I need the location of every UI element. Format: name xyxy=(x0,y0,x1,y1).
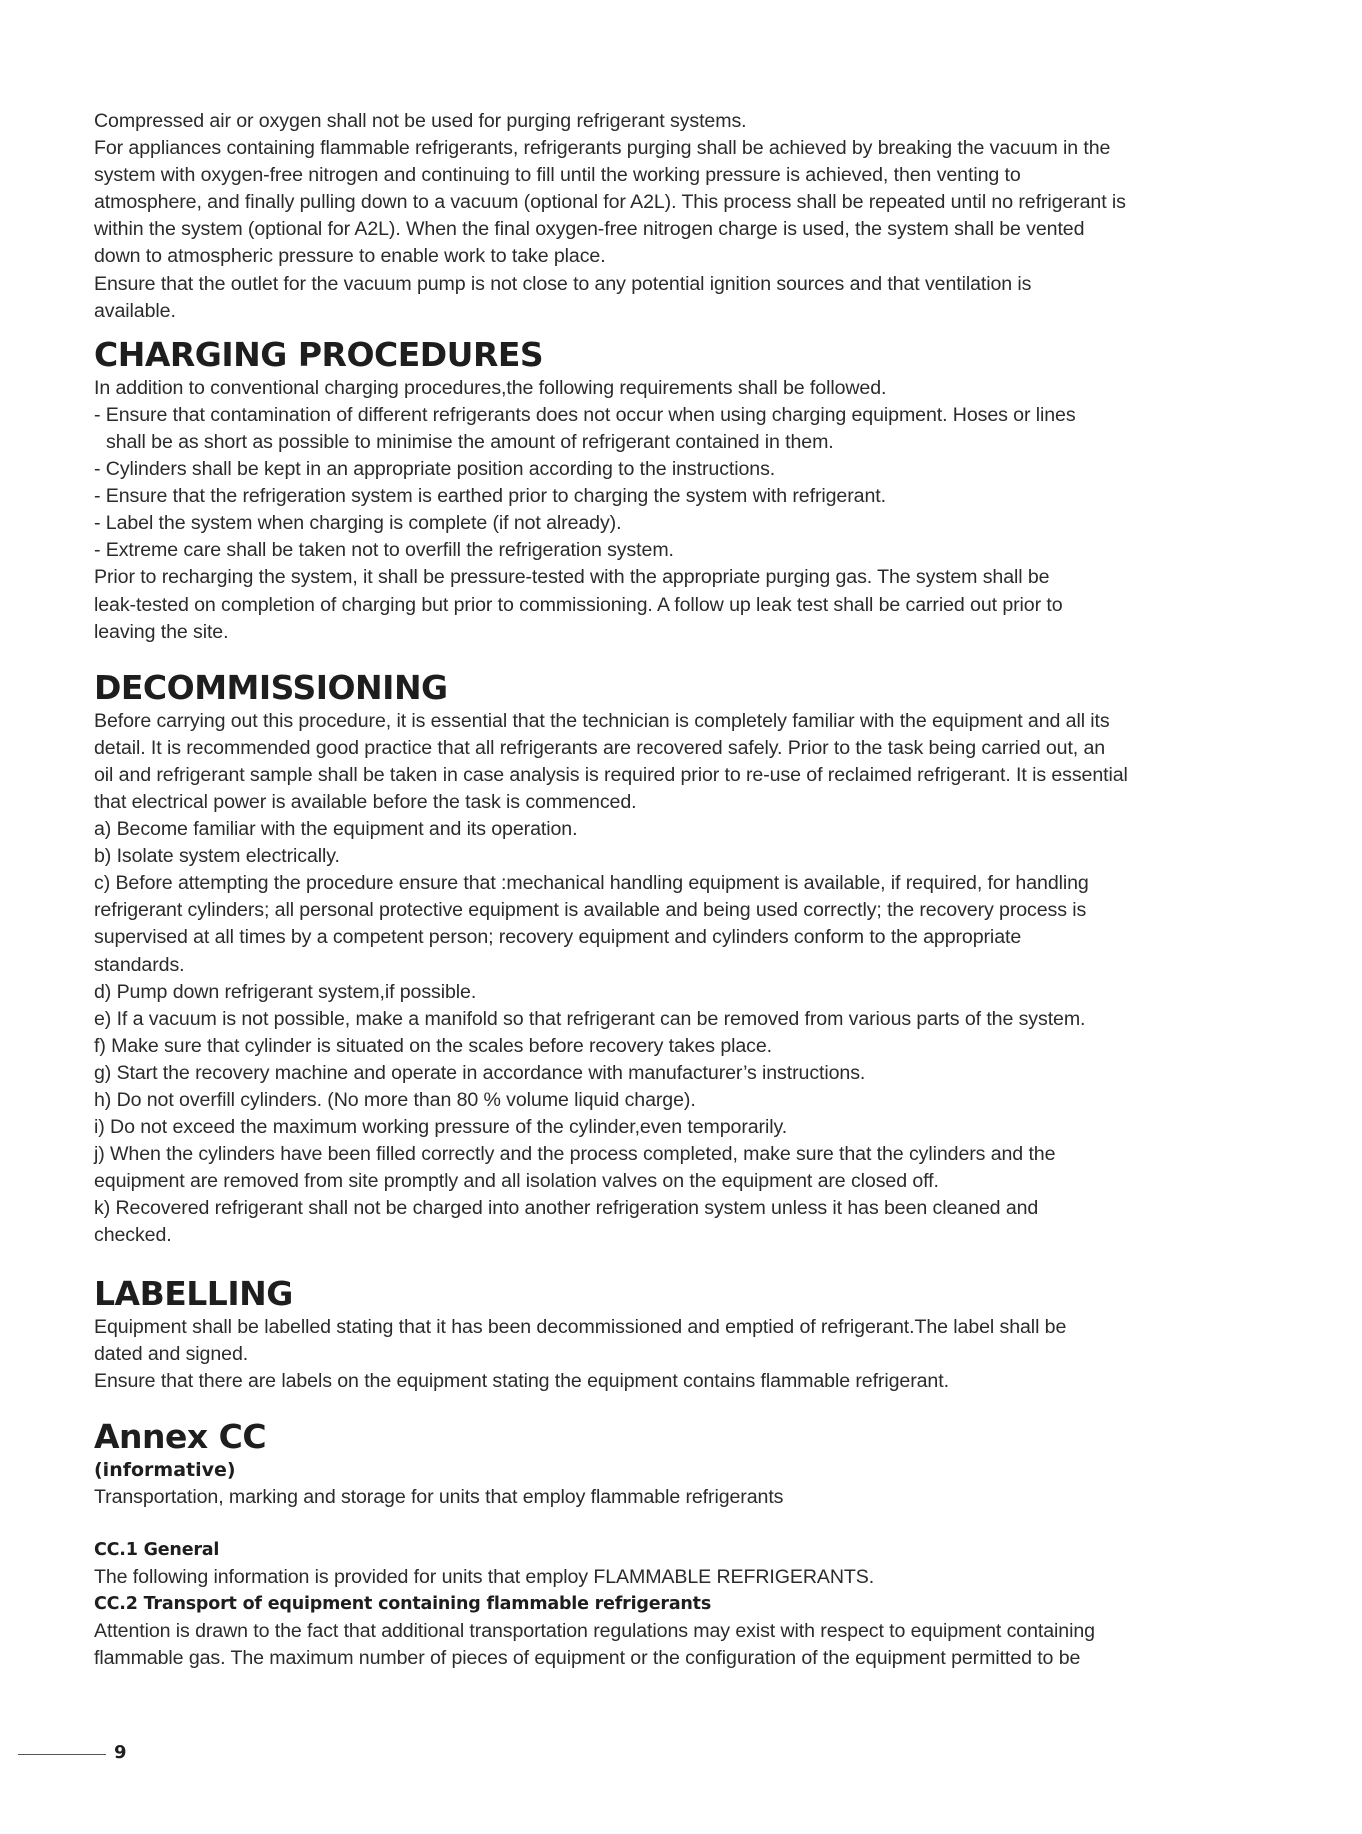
charging-section xyxy=(94,375,1266,646)
text-line: detail. It is recommended good practice that all refrigerants are recovered safely. Prior to the task being carried out, an xyxy=(94,736,1106,759)
text-line: shall be as short as possible to minimise the amount of refrigerant contained in them. xyxy=(106,430,834,453)
annex-section xyxy=(94,1484,1266,1672)
list-item: j) When the cylinders have been filled correctly and the process completed, make sure that the cylinders and the xyxy=(94,1143,1056,1166)
text-line: available. xyxy=(94,299,176,322)
document-page xyxy=(94,108,1266,1672)
annex-description: Transportation, marking and storage for units that employ flammable refrigerants xyxy=(94,1485,784,1508)
text-line: leak-tested on completion of charging but prior to commissioning. A follow up leak test shall be carried out prior to xyxy=(94,593,1063,616)
section-heading-labelling: LABELLING xyxy=(94,1273,293,1313)
text-line: In addition to conventional charging procedures,the following requirements shall be followed. xyxy=(94,376,887,399)
text-line: dated and signed. xyxy=(94,1342,249,1365)
list-item: c) Before attempting the procedure ensure that :mechanical handling equipment is available, if required, for handling xyxy=(94,872,1089,895)
text-line: Attention is drawn to the fact that additional transportation regulations may exist with respect to equipment containing xyxy=(94,1620,1095,1643)
labelling-section xyxy=(94,1314,1266,1395)
text-line: - Ensure that the refrigeration system is earthed prior to charging the system with refrigerant. xyxy=(94,485,886,508)
text-line: The following information is provided for units that employ FLAMMABLE REFRIGERANTS. xyxy=(94,1565,875,1588)
list-item: g) Start the recovery machine and operate in accordance with manufacturer’s instructions. xyxy=(94,1061,866,1084)
text-line: refrigerant cylinders; all personal protective equipment is available and being used correctly; the recovery process is xyxy=(94,899,1087,922)
list-item: h) Do not overfill cylinders. (No more than 80 % volume liquid charge). xyxy=(94,1089,696,1111)
list-item: e) If a vacuum is not possible, make a manifold so that refrigerant can be removed from various parts of the system. xyxy=(94,1007,1086,1030)
list-item: b) Isolate system electrically. xyxy=(94,845,340,868)
text-line: Prior to recharging the system, it shall be pressure-tested with the appropriate purging gas. The system shall be xyxy=(94,566,1050,589)
text-line: atmosphere, and finally pulling down to a vacuum (optional for A2L). This process shall be repeated until no refrigerant is xyxy=(94,191,1126,214)
text-line: oil and refrigerant sample shall be taken in case analysis is required prior to re-use of reclaimed refrigerant. It is essential xyxy=(94,763,1128,786)
text-line: For appliances containing flammable refrigerants, refrigerants purging shall be achieved by breaking the vacuum in the xyxy=(94,137,1111,160)
text-line: down to atmospheric pressure to enable work to take place. xyxy=(94,245,606,268)
cc1-heading: CC.1 General xyxy=(94,1539,220,1560)
footer-rule xyxy=(18,1754,106,1755)
page-number: 9 xyxy=(114,1742,127,1763)
section-heading-decommissioning: DECOMMISSIONING xyxy=(94,667,448,707)
decommissioning-section xyxy=(94,708,1266,1250)
cc2-heading: CC.2 Transport of equipment containing flammable refrigerants xyxy=(94,1594,712,1615)
text-line: flammable gas. The maximum number of pieces of equipment or the configuration of the equipment permitted to be xyxy=(94,1647,1081,1670)
text-line: equipment are removed from site promptly and all isolation valves on the equipment are closed off. xyxy=(94,1170,939,1193)
text-line: system with oxygen-free nitrogen and continuing to fill until the working pressure is achieved, then venting to xyxy=(94,164,1021,187)
text-line: Compressed air or oxygen shall not be used for purging refrigerant systems. xyxy=(94,110,747,132)
text-line: checked. xyxy=(94,1224,172,1247)
list-item: a) Become familiar with the equipment and its operation. xyxy=(94,818,578,841)
text-line: - Ensure that contamination of different refrigerants does not occur when using charging equipment. Hoses or lines xyxy=(94,403,1076,426)
purging-section xyxy=(94,108,1266,325)
text-line: leaving the site. xyxy=(94,620,229,643)
list-item: d) Pump down refrigerant system,if possible. xyxy=(94,980,477,1003)
text-line: supervised at all times by a competent person; recovery equipment and cylinders conform to the appropriate xyxy=(94,926,1022,949)
text-line: that electrical power is available before the task is commenced. xyxy=(94,790,637,813)
text-line: Ensure that the outlet for the vacuum pump is not close to any potential ignition sources and that ventilation is xyxy=(94,272,1032,295)
text-line: - Label the system when charging is complete (if not already). xyxy=(94,512,622,535)
list-item: f) Make sure that cylinder is situated on the scales before recovery takes place. xyxy=(94,1034,773,1057)
annex-title: Annex CC xyxy=(94,1416,267,1456)
section-heading-charging: CHARGING PROCEDURES xyxy=(94,334,544,374)
text-line: standards. xyxy=(94,953,185,976)
text-line: Before carrying out this procedure, it is essential that the technician is completely familiar with the equipment and all its xyxy=(94,709,1110,732)
list-item: k) Recovered refrigerant shall not be charged into another refrigeration system unless it has been cleaned and xyxy=(94,1197,1039,1220)
text-line: within the system (optional for A2L). When the final oxygen-free nitrogen charge is used, the system shall be vented xyxy=(94,218,1085,241)
text-line: Ensure that there are labels on the equipment stating the equipment contains flammable refrigerant. xyxy=(94,1369,949,1392)
list-item: i) Do not exceed the maximum working pressure of the cylinder,even temporarily. xyxy=(94,1116,788,1139)
annex-subtitle: (informative) xyxy=(94,1458,236,1481)
text-line: Equipment shall be labelled stating that it has been decommissioned and emptied of refrigerant.The label shall be xyxy=(94,1315,1067,1338)
text-line: - Extreme care shall be taken not to overfill the refrigeration system. xyxy=(94,539,674,562)
text-line: - Cylinders shall be kept in an appropriate position according to the instructions. xyxy=(94,458,776,481)
